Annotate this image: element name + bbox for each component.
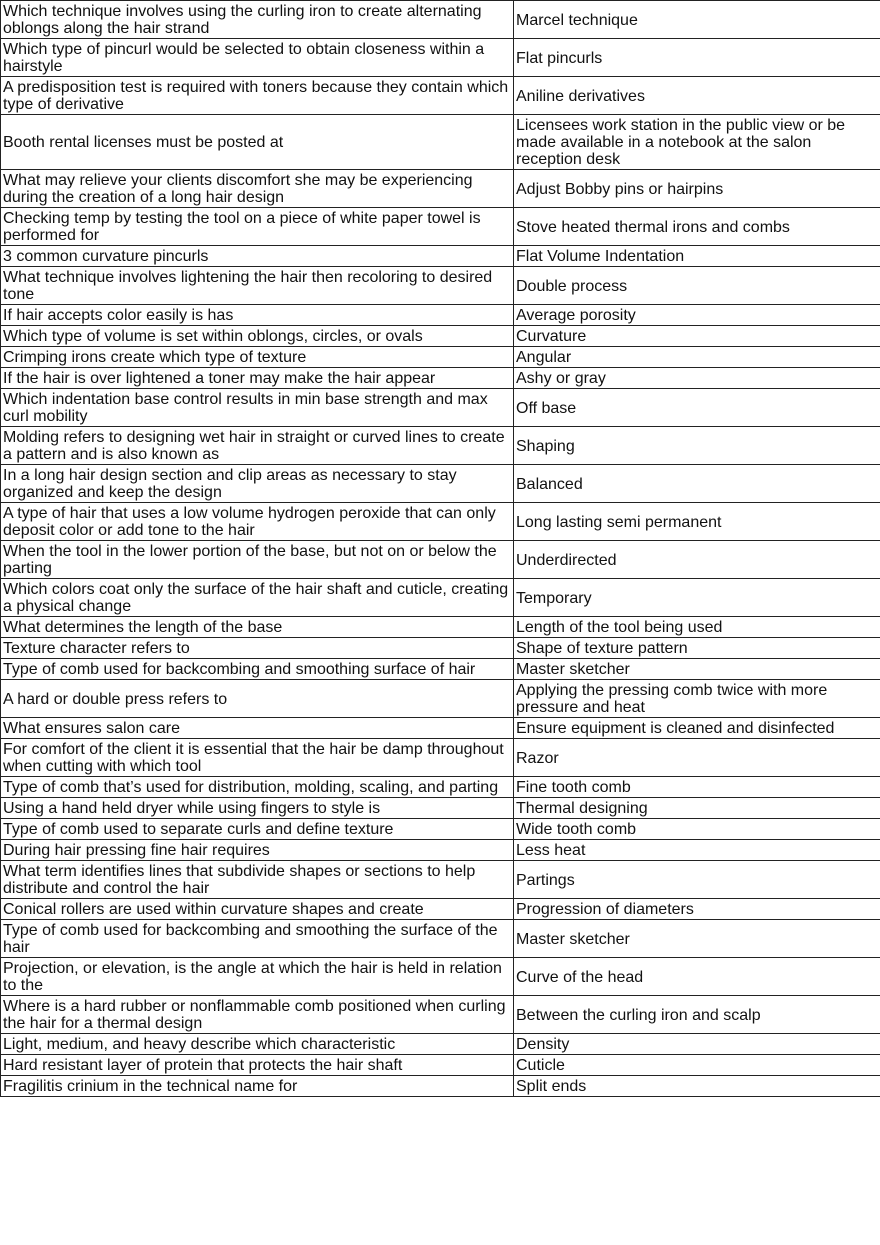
question-cell: Fragilitis crinium in the technical name for bbox=[1, 1076, 514, 1097]
table-row bbox=[1, 819, 880, 840]
table-row bbox=[1, 1055, 880, 1076]
question-cell: What ensures salon care bbox=[1, 718, 514, 739]
answer-cell: Ashy or gray bbox=[514, 368, 880, 389]
question-cell: Type of comb that’s used for distribution, molding, scaling, and parting bbox=[1, 777, 514, 798]
answer-cell: Density bbox=[514, 1034, 880, 1055]
question-cell: What may relieve your clients discomfort she may be experiencing during the creation of a long hair design bbox=[1, 170, 514, 208]
table-row bbox=[1, 503, 880, 541]
answer-cell: Adjust Bobby pins or hairpins bbox=[514, 170, 880, 208]
table-row bbox=[1, 368, 880, 389]
answer-cell: Wide tooth comb bbox=[514, 819, 880, 840]
answer-cell: Curve of the head bbox=[514, 958, 880, 996]
answer-cell: Underdirected bbox=[514, 541, 880, 579]
question-cell: Crimping irons create which type of texture bbox=[1, 347, 514, 368]
question-cell: A hard or double press refers to bbox=[1, 680, 514, 718]
answer-cell: Temporary bbox=[514, 579, 880, 617]
question-cell: Hard resistant layer of protein that protects the hair shaft bbox=[1, 1055, 514, 1076]
question-cell: Which technique involves using the curling iron to create alternating oblongs along the hair strand bbox=[1, 1, 514, 39]
table-row bbox=[1, 958, 880, 996]
answer-cell: Fine tooth comb bbox=[514, 777, 880, 798]
question-cell: A predisposition test is required with toners because they contain which type of derivative bbox=[1, 77, 514, 115]
table-row bbox=[1, 1034, 880, 1055]
question-cell: 3 common curvature pincurls bbox=[1, 246, 514, 267]
answer-cell: Long lasting semi permanent bbox=[514, 503, 880, 541]
table-row bbox=[1, 617, 880, 638]
answer-cell: Licensees work station in the public view or be made available in a notebook at the salon reception desk bbox=[514, 115, 880, 170]
table-row bbox=[1, 465, 880, 503]
table-row bbox=[1, 39, 880, 77]
question-cell: Which indentation base control results in min base strength and max curl mobility bbox=[1, 389, 514, 427]
answer-cell: Split ends bbox=[514, 1076, 880, 1097]
answer-cell: Stove heated thermal irons and combs bbox=[514, 208, 880, 246]
table-row bbox=[1, 115, 880, 170]
question-cell: If the hair is over lightened a toner may make the hair appear bbox=[1, 368, 514, 389]
question-cell: When the tool in the lower portion of the base, but not on or below the parting bbox=[1, 541, 514, 579]
table-row bbox=[1, 861, 880, 899]
question-cell: Type of comb used to separate curls and define texture bbox=[1, 819, 514, 840]
answer-cell: Aniline derivatives bbox=[514, 77, 880, 115]
answer-cell: Razor bbox=[514, 739, 880, 777]
answer-cell: Thermal designing bbox=[514, 798, 880, 819]
table-row bbox=[1, 739, 880, 777]
answer-cell: Marcel technique bbox=[514, 1, 880, 39]
answer-cell: Cuticle bbox=[514, 1055, 880, 1076]
question-cell: Type of comb used for backcombing and smoothing surface of hair bbox=[1, 659, 514, 680]
question-cell: What term identifies lines that subdivide shapes or sections to help distribute and control the hair bbox=[1, 861, 514, 899]
question-cell: In a long hair design section and clip areas as necessary to stay organized and keep the design bbox=[1, 465, 514, 503]
table-row bbox=[1, 840, 880, 861]
table-row bbox=[1, 208, 880, 246]
question-cell: Type of comb used for backcombing and smoothing the surface of the hair bbox=[1, 920, 514, 958]
question-cell: Checking temp by testing the tool on a piece of white paper towel is performed for bbox=[1, 208, 514, 246]
answer-cell: Angular bbox=[514, 347, 880, 368]
answer-cell: Flat pincurls bbox=[514, 39, 880, 77]
question-cell: For comfort of the client it is essential that the hair be damp throughout when cutting with which tool bbox=[1, 739, 514, 777]
question-cell: Molding refers to designing wet hair in straight or curved lines to create a pattern and is also known as bbox=[1, 427, 514, 465]
table-row bbox=[1, 170, 880, 208]
flashcard-table-body bbox=[1, 1, 880, 1097]
question-cell: Conical rollers are used within curvature shapes and create bbox=[1, 899, 514, 920]
question-cell: What determines the length of the base bbox=[1, 617, 514, 638]
answer-cell: Applying the pressing comb twice with more pressure and heat bbox=[514, 680, 880, 718]
table-row bbox=[1, 347, 880, 368]
table-row bbox=[1, 798, 880, 819]
answer-cell: Ensure equipment is cleaned and disinfected bbox=[514, 718, 880, 739]
table-row bbox=[1, 996, 880, 1034]
table-row bbox=[1, 267, 880, 305]
answer-cell: Average porosity bbox=[514, 305, 880, 326]
answer-cell: Balanced bbox=[514, 465, 880, 503]
question-cell: Which type of volume is set within oblongs, circles, or ovals bbox=[1, 326, 514, 347]
question-cell: Texture character refers to bbox=[1, 638, 514, 659]
answer-cell: Shape of texture pattern bbox=[514, 638, 880, 659]
answer-cell: Shaping bbox=[514, 427, 880, 465]
table-row bbox=[1, 579, 880, 617]
table-row bbox=[1, 77, 880, 115]
question-cell: Using a hand held dryer while using fingers to style is bbox=[1, 798, 514, 819]
answer-cell: Between the curling iron and scalp bbox=[514, 996, 880, 1034]
answer-cell: Partings bbox=[514, 861, 880, 899]
answer-cell: Less heat bbox=[514, 840, 880, 861]
answer-cell: Off base bbox=[514, 389, 880, 427]
question-cell: A type of hair that uses a low volume hydrogen peroxide that can only deposit color or add tone to the hair bbox=[1, 503, 514, 541]
table-row bbox=[1, 541, 880, 579]
table-row bbox=[1, 427, 880, 465]
answer-cell: Progression of diameters bbox=[514, 899, 880, 920]
table-row bbox=[1, 326, 880, 347]
answer-cell: Master sketcher bbox=[514, 659, 880, 680]
table-row bbox=[1, 659, 880, 680]
question-cell: Projection, or elevation, is the angle at which the hair is held in relation to the bbox=[1, 958, 514, 996]
table-row bbox=[1, 246, 880, 267]
question-cell: Which type of pincurl would be selected to obtain closeness within a hairstyle bbox=[1, 39, 514, 77]
question-cell: Light, medium, and heavy describe which characteristic bbox=[1, 1034, 514, 1055]
table-row bbox=[1, 680, 880, 718]
table-row bbox=[1, 1, 880, 39]
table-row bbox=[1, 305, 880, 326]
table-row bbox=[1, 920, 880, 958]
table-row bbox=[1, 777, 880, 798]
question-cell: Where is a hard rubber or nonflammable comb positioned when curling the hair for a thermal design bbox=[1, 996, 514, 1034]
table-row bbox=[1, 899, 880, 920]
answer-cell: Curvature bbox=[514, 326, 880, 347]
question-cell: Booth rental licenses must be posted at bbox=[1, 115, 514, 170]
answer-cell: Flat Volume Indentation bbox=[514, 246, 880, 267]
answer-cell: Master sketcher bbox=[514, 920, 880, 958]
table-row bbox=[1, 389, 880, 427]
question-cell: What technique involves lightening the hair then recoloring to desired tone bbox=[1, 267, 514, 305]
table-row bbox=[1, 718, 880, 739]
answer-cell: Double process bbox=[514, 267, 880, 305]
answer-cell: Length of the tool being used bbox=[514, 617, 880, 638]
question-cell: If hair accepts color easily is has bbox=[1, 305, 514, 326]
table-row bbox=[1, 1076, 880, 1097]
question-cell: During hair pressing fine hair requires bbox=[1, 840, 514, 861]
question-cell: Which colors coat only the surface of the hair shaft and cuticle, creating a physical change bbox=[1, 579, 514, 617]
table-row bbox=[1, 638, 880, 659]
